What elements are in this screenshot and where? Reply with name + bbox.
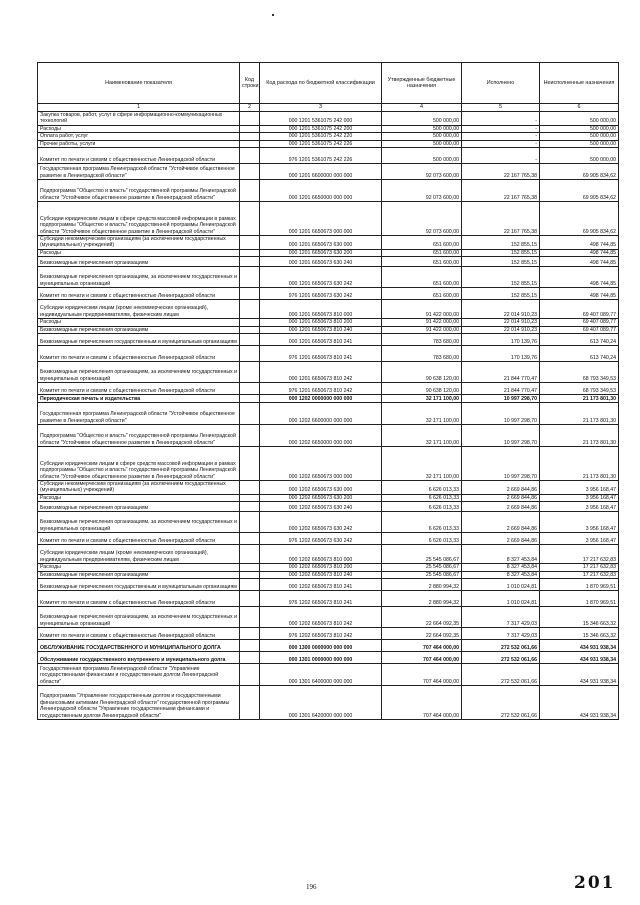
row-remaining: 21 173 801,30 <box>540 447 619 481</box>
table-row <box>38 267 619 288</box>
row-line-code <box>240 571 260 578</box>
row-remaining: 3 956 168,47 <box>540 533 619 545</box>
row-line-code <box>240 257 260 267</box>
row-budget-code: 976 1202 6650673 810 242 <box>260 628 382 640</box>
row-approved: 91 422 000,00 <box>382 319 462 326</box>
row-name: Подпрограмма "Управление государственным долгом и государственными финансовыми активами Ленинградской области" государственной программы Ленинградской области "Управление государственными финансами и государственным долгом Ленинградской области" <box>38 686 240 720</box>
row-approved: 92 073 600,00 <box>382 202 462 236</box>
row-line-code <box>240 346 260 362</box>
row-approved: 91 422 000,00 <box>382 326 462 333</box>
column-number: 2 <box>240 104 260 112</box>
row-name: Государственная программа Ленинградской области "Управление государственными финансами и государственным долгом Ленинградской области" <box>38 664 240 686</box>
row-approved: 22 664 092,35 <box>382 628 462 640</box>
row-line-code <box>240 319 260 326</box>
table-row <box>38 288 619 300</box>
row-executed: 2 669 844,86 <box>462 502 540 512</box>
table-row <box>38 112 619 126</box>
budget-execution-table <box>37 62 619 720</box>
table-row <box>38 591 619 607</box>
row-name: Безвозмездные перечисления организациям <box>38 502 240 512</box>
row-remaining: 15 346 663,32 <box>540 607 619 628</box>
row-remaining: 498 744,85 <box>540 288 619 300</box>
row-approved: 707 464 000,00 <box>382 640 462 652</box>
row-executed: 22 014 910,23 <box>462 300 540 319</box>
row-remaining: 21 173 801,30 <box>540 425 619 447</box>
row-line-code <box>240 383 260 395</box>
row-name: Прочие работы, услуги <box>38 140 240 147</box>
row-budget-code: 000 1202 6650673 630 240 <box>260 502 382 512</box>
row-name: Безвозмездные перечисления организациям, за исключением государственных и муниципальных организаций <box>38 512 240 533</box>
row-budget-code: 000 1202 6650673 630 242 <box>260 512 382 533</box>
row-executed: 22 014 910,23 <box>462 326 540 333</box>
row-budget-code: 000 1202 6650673 810 242 <box>260 607 382 628</box>
row-approved: 2 880 994,32 <box>382 591 462 607</box>
row-name: Комитет по печати и связям с общественностью Ленинградской области <box>38 288 240 300</box>
row-budget-code: 976 1202 6650673 810 241 <box>260 591 382 607</box>
row-budget-code: 000 1201 6650673 810 240 <box>260 326 382 333</box>
row-budget-code: 000 1201 5361075 242 226 <box>260 140 382 147</box>
row-name: Расходы <box>38 249 240 256</box>
row-name: Закупка товаров, работ, услуг в сфере информационно-коммуникационных технологий <box>38 112 240 126</box>
row-budget-code: 000 1201 6650673 630 200 <box>260 249 382 256</box>
row-line-code <box>240 447 260 481</box>
row-name: Безвозмездные перечисления организациям, за исключением государственных и муниципальных организаций <box>38 607 240 628</box>
table-row <box>38 545 619 564</box>
row-budget-code: 976 1201 6650673 630 242 <box>260 288 382 300</box>
row-executed: 170 139,76 <box>462 346 540 362</box>
row-approved: 92 073 600,00 <box>382 164 462 180</box>
row-approved: 25 545 086,67 <box>382 571 462 578</box>
row-budget-code: 976 1201 6650673 810 242 <box>260 383 382 395</box>
row-executed: 2 669 844,86 <box>462 533 540 545</box>
row-line-code <box>240 564 260 571</box>
table-row <box>38 403 619 425</box>
table-row <box>38 664 619 686</box>
table-row <box>38 346 619 362</box>
row-name: Расходы <box>38 319 240 326</box>
row-approved: 6 626 013,33 <box>382 512 462 533</box>
row-budget-code: 000 1201 6650673 000 000 <box>260 202 382 236</box>
row-name: Субсидии юридическим лицам в сфере средств массовой информации в рамках подпрограммы "Общество и власть" государственной программы Ленинградской области "Устойчивое общественное развитие в Ленинградской области" <box>38 202 240 236</box>
row-name: Комитет по печати и связям с общественностью Ленинградской области <box>38 591 240 607</box>
row-remaining: 17 217 632,83 <box>540 564 619 571</box>
row-budget-code: 000 1201 5361075 242 000 <box>260 112 382 126</box>
row-remaining: 17 217 632,83 <box>540 545 619 564</box>
row-name: Безвозмездные перечисления государственным и муниципальным организациям <box>38 334 240 346</box>
row-budget-code: 000 1201 6650673 810 200 <box>260 319 382 326</box>
table-row <box>38 326 619 333</box>
row-line-code <box>240 249 260 256</box>
row-approved: 651 600,00 <box>382 249 462 256</box>
row-remaining: 434 931 938,34 <box>540 686 619 720</box>
table-row <box>38 140 619 147</box>
row-line-code <box>240 148 260 164</box>
table-row <box>38 300 619 319</box>
row-budget-code: 000 1201 6650673 630 000 <box>260 236 382 250</box>
row-executed: 10 997 298,70 <box>462 447 540 481</box>
row-approved: 500 000,00 <box>382 112 462 126</box>
column-number: 6 <box>540 104 619 112</box>
row-executed: 22 167 765,38 <box>462 164 540 180</box>
row-name: Комитет по печати и связям с общественностью Ленинградской области <box>38 148 240 164</box>
row-budget-code: 976 1201 5361075 242 226 <box>260 148 382 164</box>
row-executed: - <box>462 148 540 164</box>
row-budget-code: 976 1201 6650673 810 241 <box>260 346 382 362</box>
row-remaining: 69 905 834,62 <box>540 202 619 236</box>
row-approved: 90 638 120,00 <box>382 383 462 395</box>
table-row <box>38 395 619 403</box>
row-approved: 32 171 100,00 <box>382 425 462 447</box>
row-line-code <box>240 133 260 140</box>
table-row <box>38 571 619 578</box>
row-name: Комитет по печати и связям с общественностью Ленинградской области <box>38 628 240 640</box>
row-remaining: 21 173 801,30 <box>540 403 619 425</box>
row-approved: 90 638 120,00 <box>382 362 462 383</box>
row-budget-code: 000 1202 6650673 630 200 <box>260 494 382 501</box>
row-budget-code: 976 1202 6650673 630 242 <box>260 533 382 545</box>
row-approved: 32 171 100,00 <box>382 447 462 481</box>
row-name: Субсидии юридическим лицам в сфере средств массовой информации в рамках подпрограммы "Общество и власть" государственной программы Ленинградской области "Устойчивое общественное развитие в Ленинградской области" <box>38 447 240 481</box>
table-row <box>38 512 619 533</box>
row-executed: 22 167 765,38 <box>462 202 540 236</box>
row-line-code <box>240 607 260 628</box>
row-remaining: 613 740,24 <box>540 346 619 362</box>
row-line-code <box>240 362 260 383</box>
row-approved: 2 880 994,32 <box>382 579 462 591</box>
row-name: Расходы <box>38 494 240 501</box>
row-budget-code: 000 1301 6420000 000 000 <box>260 686 382 720</box>
row-budget-code: 000 1201 5361075 242 220 <box>260 133 382 140</box>
row-remaining: 68 793 349,53 <box>540 383 619 395</box>
row-budget-code: 000 1301 6400000 000 000 <box>260 664 382 686</box>
row-name: Периодическая печать и издательства <box>38 395 240 403</box>
row-name: Безвозмездные перечисления организациям <box>38 257 240 267</box>
row-line-code <box>240 300 260 319</box>
row-executed: 1 010 024,81 <box>462 591 540 607</box>
row-remaining: 69 407 089,77 <box>540 300 619 319</box>
row-approved: 707 464 000,00 <box>382 664 462 686</box>
row-budget-code: 000 1202 6600000 000 000 <box>260 403 382 425</box>
row-executed: 8 327 453,84 <box>462 571 540 578</box>
column-number: 3 <box>260 104 382 112</box>
row-line-code <box>240 545 260 564</box>
row-executed: - <box>462 140 540 147</box>
row-executed: 152 855,15 <box>462 267 540 288</box>
row-budget-code: 000 1300 0000000 000 000 <box>260 640 382 652</box>
table-row <box>38 686 619 720</box>
row-remaining: 500 000,00 <box>540 133 619 140</box>
row-remaining: 500 000,00 <box>540 125 619 132</box>
row-remaining: 69 905 834,62 <box>540 164 619 180</box>
row-line-code <box>240 334 260 346</box>
row-approved: 651 600,00 <box>382 267 462 288</box>
row-executed: 2 669 844,86 <box>462 512 540 533</box>
row-name: Безвозмездные перечисления организациям <box>38 571 240 578</box>
row-executed: 22 014 910,23 <box>462 319 540 326</box>
row-approved: 92 073 600,00 <box>382 180 462 202</box>
row-name: Расходы <box>38 125 240 132</box>
row-budget-code: 000 1201 6600000 000 000 <box>260 164 382 180</box>
row-remaining: 17 217 632,83 <box>540 571 619 578</box>
row-executed: 152 855,15 <box>462 249 540 256</box>
row-executed: 1 010 024,81 <box>462 579 540 591</box>
header-approved: Утвержденные бюджетные назначения <box>382 63 462 104</box>
table-row <box>38 164 619 180</box>
row-line-code <box>240 112 260 126</box>
table-row <box>38 652 619 664</box>
row-name: Подпрограмма "Общество и власть" государственной программы Ленинградской области "Устойчивое общественное развитие в Ленинградской области" <box>38 180 240 202</box>
row-line-code <box>240 502 260 512</box>
header-line-code: Код строки <box>240 63 260 104</box>
row-name: Государственная программа Ленинградской области "Устойчивое общественное развитие в Ленинградской области" <box>38 164 240 180</box>
row-name: Обслуживание государственного внутреннего и муниципального долга <box>38 652 240 664</box>
row-line-code <box>240 512 260 533</box>
row-approved: 500 000,00 <box>382 148 462 164</box>
row-approved: 32 171 100,00 <box>382 395 462 403</box>
row-approved: 651 600,00 <box>382 236 462 250</box>
row-executed: 7 317 429,03 <box>462 628 540 640</box>
row-approved: 651 600,00 <box>382 257 462 267</box>
row-approved: 6 626 013,33 <box>382 494 462 501</box>
row-approved: 707 464 000,00 <box>382 686 462 720</box>
row-line-code <box>240 652 260 664</box>
row-budget-code: 000 1201 5361075 242 200 <box>260 125 382 132</box>
row-name: Комитет по печати и связям с общественностью Ленинградской области <box>38 383 240 395</box>
row-name: Безвозмездные перечисления организациям <box>38 326 240 333</box>
row-executed: 8 327 453,84 <box>462 564 540 571</box>
row-executed: 272 532 061,66 <box>462 652 540 664</box>
row-line-code <box>240 164 260 180</box>
table-row <box>38 236 619 250</box>
row-line-code <box>240 628 260 640</box>
row-line-code <box>240 202 260 236</box>
row-budget-code: 000 1202 6650673 810 241 <box>260 579 382 591</box>
row-executed: 152 855,15 <box>462 257 540 267</box>
row-approved: 651 600,00 <box>382 288 462 300</box>
row-name: Расходы <box>38 564 240 571</box>
row-executed: 10 997 298,70 <box>462 395 540 403</box>
row-remaining: 69 905 834,62 <box>540 180 619 202</box>
column-number: 1 <box>38 104 240 112</box>
row-line-code <box>240 579 260 591</box>
row-executed: - <box>462 112 540 126</box>
row-line-code <box>240 288 260 300</box>
row-name: Субсидии некоммерческим организациям (за исключением государственных (муниципальных) учреждений) <box>38 481 240 495</box>
row-remaining: 3 956 168,47 <box>540 512 619 533</box>
row-approved: 6 626 013,33 <box>382 481 462 495</box>
row-executed: 170 139,76 <box>462 334 540 346</box>
row-name: Государственная программа Ленинградской области "Устойчивое общественное развитие в Ленинградской области" <box>38 403 240 425</box>
row-line-code <box>240 180 260 202</box>
row-approved: 500 000,00 <box>382 133 462 140</box>
row-approved: 500 000,00 <box>382 140 462 147</box>
row-executed: 152 855,15 <box>462 236 540 250</box>
handwritten-sheet-number: 201 <box>574 873 616 893</box>
table-row <box>38 257 619 267</box>
row-approved: 6 626 013,33 <box>382 533 462 545</box>
column-number-row <box>38 104 619 112</box>
row-budget-code: 000 1301 0000000 000 000 <box>260 652 382 664</box>
table-row <box>38 502 619 512</box>
row-approved: 783 680,00 <box>382 346 462 362</box>
table-row <box>38 383 619 395</box>
row-name: Субсидии юридическим лицам (кроме некоммерческих организаций), индивидуальным предпринимателям, физическим лицам <box>38 300 240 319</box>
row-remaining: 3 956 168,47 <box>540 502 619 512</box>
row-budget-code: 000 1202 0000000 000 000 <box>260 395 382 403</box>
row-approved: 500 000,00 <box>382 125 462 132</box>
table-row <box>38 579 619 591</box>
row-name: ОБСЛУЖИВАНИЕ ГОСУДАРСТВЕННОГО И МУНИЦИПАЛЬНОГО ДОЛГА <box>38 640 240 652</box>
row-budget-code: 000 1201 6650673 630 240 <box>260 257 382 267</box>
table-row <box>38 628 619 640</box>
row-remaining: 21 173 801,30 <box>540 395 619 403</box>
row-remaining: 434 931 938,34 <box>540 652 619 664</box>
row-line-code <box>240 494 260 501</box>
row-approved: 6 626 013,33 <box>382 502 462 512</box>
table-row <box>38 640 619 652</box>
row-name: Комитет по печати и связям с общественностью Ленинградской области <box>38 346 240 362</box>
row-line-code <box>240 403 260 425</box>
row-line-code <box>240 267 260 288</box>
row-executed: 10 997 298,70 <box>462 403 540 425</box>
row-remaining: 434 931 938,34 <box>540 640 619 652</box>
row-budget-code: 000 1202 6650673 000 000 <box>260 447 382 481</box>
table-row <box>38 425 619 447</box>
row-approved: 25 545 086,67 <box>382 545 462 564</box>
column-number: 5 <box>462 104 540 112</box>
table-row <box>38 447 619 481</box>
row-executed: 8 327 453,84 <box>462 545 540 564</box>
row-approved: 707 464 000,00 <box>382 652 462 664</box>
row-line-code <box>240 664 260 686</box>
row-remaining: 3 956 168,47 <box>540 481 619 495</box>
row-remaining: 498 744,85 <box>540 249 619 256</box>
row-line-code <box>240 481 260 495</box>
row-budget-code: 000 1201 6650673 810 241 <box>260 334 382 346</box>
row-approved: 32 171 100,00 <box>382 403 462 425</box>
row-name: Безвозмездные перечисления организациям, за исключением государственных и муниципальных организаций <box>38 267 240 288</box>
page-number: 196 <box>306 883 317 891</box>
row-budget-code: 000 1201 6650673 810 242 <box>260 362 382 383</box>
row-executed: 272 532 061,66 <box>462 640 540 652</box>
table-row <box>38 202 619 236</box>
column-number: 4 <box>382 104 462 112</box>
row-remaining: 68 793 349,53 <box>540 362 619 383</box>
header-budget-code: Код расхода по бюджетной классификации <box>260 63 382 104</box>
row-remaining: 613 740,24 <box>540 334 619 346</box>
table-row <box>38 334 619 346</box>
row-executed: 272 532 061,66 <box>462 664 540 686</box>
row-executed: - <box>462 125 540 132</box>
row-name: Подпрограмма "Общество и власть" государственной программы Ленинградской области "Устойчивое общественное развитие в Ленинградской области" <box>38 425 240 447</box>
table-row <box>38 481 619 495</box>
row-name: Субсидии юридическим лицам (кроме некоммерческих организаций), индивидуальным предпринимателям, физическим лицам <box>38 545 240 564</box>
row-line-code <box>240 236 260 250</box>
row-executed: 7 317 429,03 <box>462 607 540 628</box>
table-row <box>38 249 619 256</box>
row-remaining: 500 000,00 <box>540 112 619 126</box>
table-body <box>38 112 619 720</box>
row-approved: 783 680,00 <box>382 334 462 346</box>
row-remaining: 69 407 089,77 <box>540 319 619 326</box>
row-name: Безвозмездные перечисления государственным и муниципальным организациям <box>38 579 240 591</box>
row-line-code <box>240 640 260 652</box>
row-remaining: 500 000,00 <box>540 140 619 147</box>
row-remaining: 3 956 168,47 <box>540 494 619 501</box>
row-budget-code: 000 1201 6650000 000 000 <box>260 180 382 202</box>
table-row <box>38 564 619 571</box>
row-line-code <box>240 591 260 607</box>
row-executed: 2 669 844,86 <box>462 494 540 501</box>
row-name: Безвозмездные перечисления организациям, за исключением государственных и муниципальных организаций <box>38 362 240 383</box>
row-budget-code: 000 1202 6650673 810 200 <box>260 564 382 571</box>
row-remaining: 498 744,85 <box>540 267 619 288</box>
row-budget-code: 000 1202 6650673 810 240 <box>260 571 382 578</box>
table-row <box>38 533 619 545</box>
row-remaining: 1 870 969,51 <box>540 579 619 591</box>
header-unexecuted: Неисполненные назначения <box>540 63 619 104</box>
row-remaining: 498 744,85 <box>540 257 619 267</box>
row-approved: 91 422 000,00 <box>382 300 462 319</box>
row-name: Оплата работ, услуг <box>38 133 240 140</box>
header-executed: Исполнено <box>462 63 540 104</box>
row-budget-code: 000 1202 6650673 630 000 <box>260 481 382 495</box>
row-line-code <box>240 326 260 333</box>
row-line-code <box>240 125 260 132</box>
row-remaining: 69 407 089,77 <box>540 326 619 333</box>
table-row <box>38 362 619 383</box>
row-remaining: 15 346 663,32 <box>540 628 619 640</box>
header-name: Наименование показателя <box>38 63 240 104</box>
row-name: Субсидии некоммерческим организациям (за исключением государственных (муниципальных) учреждений) <box>38 236 240 250</box>
table-row <box>38 494 619 501</box>
row-budget-code: 000 1202 6650000 000 000 <box>260 425 382 447</box>
row-budget-code: 000 1202 6650673 810 000 <box>260 545 382 564</box>
row-remaining: 498 744,85 <box>540 236 619 250</box>
row-executed: 22 167 765,38 <box>462 180 540 202</box>
row-budget-code: 000 1201 6650673 630 242 <box>260 267 382 288</box>
table-row <box>38 319 619 326</box>
row-name: Комитет по печати и связям с общественностью Ленинградской области <box>38 533 240 545</box>
row-executed: 272 532 061,66 <box>462 686 540 720</box>
row-executed: 10 997 298,70 <box>462 425 540 447</box>
table-row <box>38 125 619 132</box>
row-executed: 152 855,15 <box>462 288 540 300</box>
row-executed: 21 844 770,47 <box>462 383 540 395</box>
row-line-code <box>240 533 260 545</box>
row-executed: 2 669 844,86 <box>462 481 540 495</box>
table-row <box>38 607 619 628</box>
row-approved: 25 545 086,67 <box>382 564 462 571</box>
table-row <box>38 180 619 202</box>
row-executed: - <box>462 133 540 140</box>
row-budget-code: 000 1201 6650673 810 000 <box>260 300 382 319</box>
table-row <box>38 133 619 140</box>
table-header-row <box>38 63 619 104</box>
scan-mark <box>272 14 274 16</box>
row-remaining: 500 000,00 <box>540 148 619 164</box>
row-approved: 22 664 092,35 <box>382 607 462 628</box>
row-line-code <box>240 425 260 447</box>
row-line-code <box>240 140 260 147</box>
row-executed: 21 844 770,47 <box>462 362 540 383</box>
row-remaining: 434 931 938,34 <box>540 664 619 686</box>
row-line-code <box>240 686 260 720</box>
row-remaining: 1 870 969,51 <box>540 591 619 607</box>
table-row <box>38 148 619 164</box>
row-line-code <box>240 395 260 403</box>
